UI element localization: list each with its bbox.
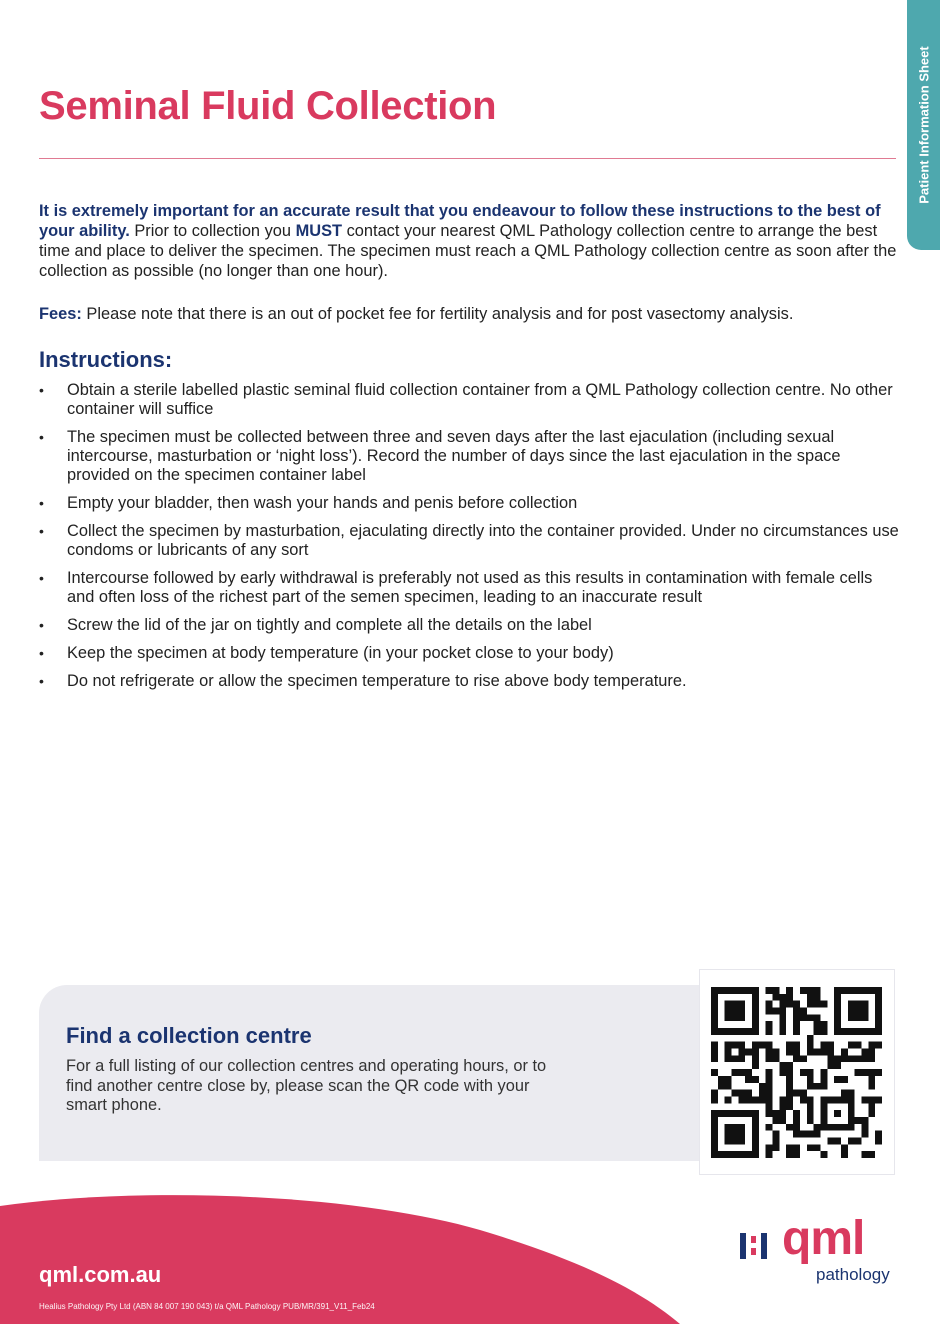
bullet-icon: • xyxy=(39,429,44,445)
legal-notice: Healius Pathology Pty Ltd (ABN 84 007 190 043) t/a QML Pathology PUB/MR/391_V11_Feb24 xyxy=(39,1302,375,1311)
qr-code-icon[interactable] xyxy=(711,987,882,1158)
list-item xyxy=(39,522,901,560)
bullet-icon: • xyxy=(39,570,44,586)
bullet-icon: • xyxy=(39,673,44,689)
qr-code-frame[interactable] xyxy=(699,969,895,1175)
intro-bold-lead: It is extremely important for an accurate result that you endeavour to follow these instructions to the best of your ability. xyxy=(39,202,881,240)
find-centre-heading: Find a collection centre xyxy=(66,1023,312,1048)
list-item-text: Intercourse followed by early withdrawal is preferably not used as this results in contamination with female cells and often loss of the richest part of the semen specimen, leading to an inaccurate result xyxy=(67,569,873,606)
fees-label: Fees: xyxy=(39,305,82,323)
page-title: Seminal Fluid Collection xyxy=(39,84,497,128)
logo-wordmark: qml xyxy=(782,1212,865,1265)
website-link[interactable]: qml.com.au xyxy=(39,1262,162,1287)
bullet-icon: • xyxy=(39,382,44,398)
list-item xyxy=(39,616,901,635)
list-item xyxy=(39,644,901,663)
list-item xyxy=(39,428,901,485)
logo-subtitle: pathology xyxy=(816,1265,890,1284)
intro-text-1: Prior to collection you xyxy=(129,222,296,240)
side-tab-label: Patient Information Sheet xyxy=(916,46,931,204)
list-item xyxy=(39,569,901,607)
list-item xyxy=(39,672,901,691)
bullet-icon: • xyxy=(39,617,44,633)
list-item xyxy=(39,381,901,419)
fees-text: Please note that there is an out of pocket fee for fertility analysis and for post vasectomy analysis. xyxy=(81,305,794,323)
find-centre-text: For a full listing of our collection centres and operating hours, or to find another centre close by, please scan the QR code with your smart phone. xyxy=(66,1057,547,1114)
list-item-text: The specimen must be collected between three and seven days after the last ejaculation (including sexual intercourse, masturbation or ‘night loss’). Record the number of days since the last ejaculation in the space provided on the specimen container label xyxy=(67,428,841,484)
list-item-text: Obtain a sterile labelled plastic seminal fluid collection container from a QML Pathology collection centre. No other container will suffice xyxy=(67,381,893,418)
bullet-icon: • xyxy=(39,523,44,539)
list-item-text: Do not refrigerate or allow the specimen temperature to rise above body temperature. xyxy=(67,672,687,690)
find-collection-centre-panel xyxy=(39,985,739,1161)
list-item-text: Keep the specimen at body temperature (in your pocket close to your body) xyxy=(67,644,614,662)
patient-information-sheet-tab xyxy=(907,0,940,250)
list-item-text: Collect the specimen by masturbation, ejaculating directly into the container provided. Under no circumstances use condoms or lubricants of any sort xyxy=(67,522,899,559)
bullet-icon: • xyxy=(39,645,44,661)
fees-paragraph xyxy=(39,304,899,324)
instructions-list xyxy=(39,381,901,700)
list-item-text: Screw the lid of the jar on tightly and complete all the details on the label xyxy=(67,616,592,634)
intro-paragraph xyxy=(39,201,899,281)
list-item-text: Empty your bladder, then wash your hands and penis before collection xyxy=(67,494,578,512)
intro-text-2: contact your nearest QML Pathology collection centre to arrange the best time and place to deliver the specimen. The specimen must reach a QML Pathology collection centre as soon after the collection as possible (no longer than one hour). xyxy=(39,222,897,280)
list-item xyxy=(39,494,901,513)
intro-must: MUST xyxy=(295,222,343,240)
title-divider xyxy=(39,158,896,159)
qml-pathology-logo xyxy=(740,1212,900,1290)
instructions-heading: Instructions: xyxy=(39,347,173,372)
bullet-icon: • xyxy=(39,495,44,511)
logo-bars-icon xyxy=(740,1233,774,1259)
